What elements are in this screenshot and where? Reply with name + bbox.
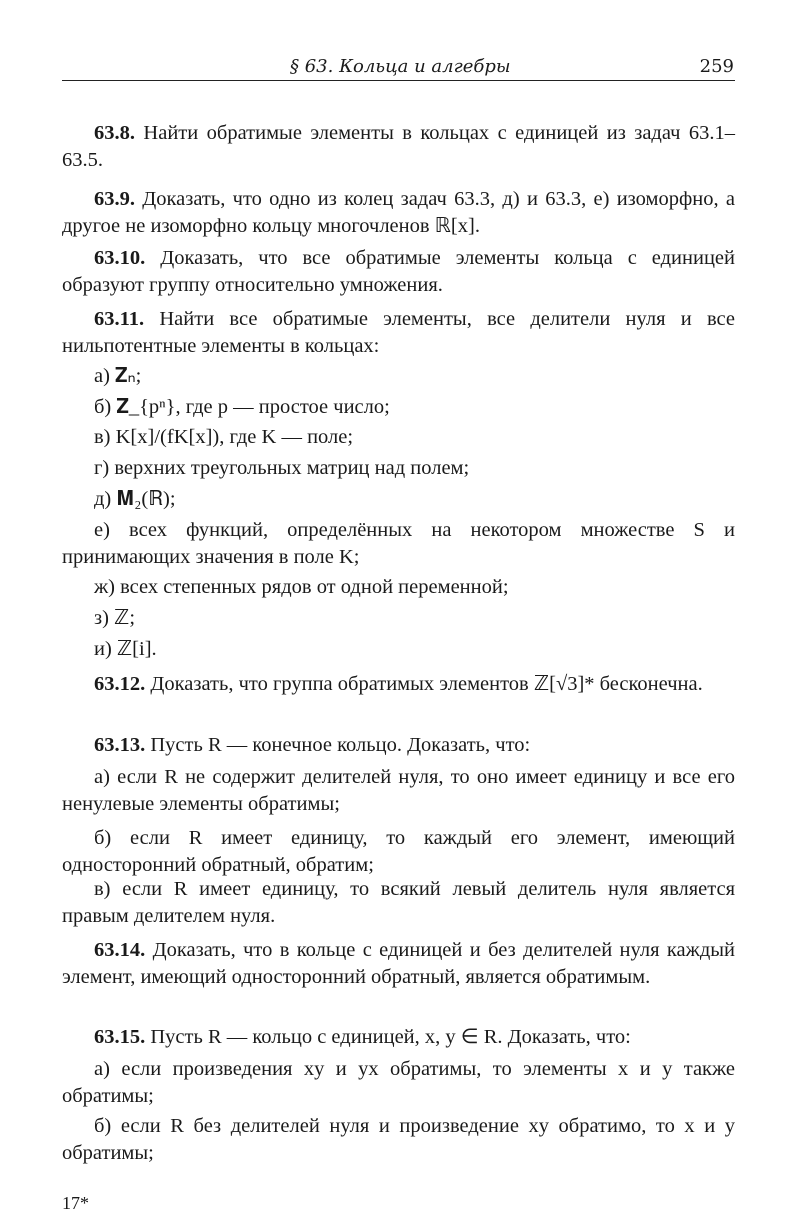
header-rule [62, 80, 735, 81]
problem-63-9 [62, 186, 735, 239]
problem-63-14 [62, 937, 735, 990]
problem-63-15 [62, 1024, 735, 1051]
problem-text: Доказать, что одно из колец задач 63.3, д) и 63.3, е) изоморфно, а другое не изоморфно кольцу многочленов ℝ[x]. [62, 188, 735, 237]
problem-63-13 [62, 732, 735, 759]
problem-number: 63.10. [94, 247, 146, 269]
problem-text: Найти все обратимые элементы, все делители нуля и все нильпотентные элементы в кольцах: [62, 308, 735, 357]
list-item: е) всех функций, определённых на некотором множестве S и принимающих значения в поле K; [62, 519, 735, 568]
problem-text: Доказать, что группа обратимых элементов ℤ[√3]* бесконечна. [145, 673, 703, 695]
list-item: з) ℤ; [94, 607, 136, 629]
problem-text: Доказать, что в кольце с единицей и без делителей нуля каждый элемент, имеющий односторонний обратный, является обратимым. [62, 939, 735, 988]
list-item: а) если R не содержит делителей нуля, то оно имеет единицу и все его ненулевые элементы обратимы; [62, 766, 735, 815]
list-item: г) верхних треугольных матриц над полем; [94, 457, 470, 479]
list-item: ж) всех степенных рядов от одной переменной; [94, 576, 509, 598]
list-item: в) если R имеет единицу, то всякий левый делитель нуля является правым делителем нуля. [62, 878, 735, 927]
list-item: б) если R имеет единицу, то каждый его элемент, имеющий односторонний обратный, обратим; [62, 827, 735, 876]
list-item: б) 𝐙_{pⁿ}, где p — простое число; [94, 396, 390, 418]
problem-text: Пусть R — кольцо с единицей, x, y ∈ R. Доказать, что: [145, 1026, 631, 1048]
problem-number: 63.8. [94, 122, 135, 144]
list-item: д) 𝐌₂(ℝ); [94, 488, 176, 510]
problem-63-10 [62, 245, 735, 298]
problem-63-12 [62, 671, 735, 698]
list-item: а) 𝐙ₙ; [94, 365, 142, 387]
problem-63-11 [62, 306, 735, 359]
problem-number: 63.11. [94, 308, 145, 330]
list-item: б) если R без делителей нуля и произведение xy обратимо, то x и y обратимы; [62, 1115, 735, 1164]
list-item: в) K[x]/(fK[x]), где K — поле; [94, 426, 354, 448]
problem-63-8 [62, 120, 735, 173]
problem-number: 63.12. [94, 673, 146, 695]
problem-text: Найти обратимые элементы в кольцах с единицей из задач 63.1–63.5. [62, 122, 735, 171]
list-item: а) если произведения xy и yx обратимы, то элементы x и y также обратимы; [62, 1058, 735, 1107]
problem-text: Доказать, что все обратимые элементы кольца с единицей образуют группу относительно умножения. [62, 247, 735, 296]
signature-mark: 17* [62, 1193, 89, 1213]
problem-number: 63.13. [94, 734, 146, 756]
problem-number: 63.15. [94, 1026, 146, 1048]
page-number: 259 [699, 56, 734, 77]
running-header-title: § 63. Кольца и алгебры [290, 56, 511, 77]
list-item: и) ℤ[i]. [94, 638, 157, 660]
problem-text: Пусть R — конечное кольцо. Доказать, что: [145, 734, 531, 756]
problem-number: 63.9. [94, 188, 135, 210]
problem-number: 63.14. [94, 939, 146, 961]
